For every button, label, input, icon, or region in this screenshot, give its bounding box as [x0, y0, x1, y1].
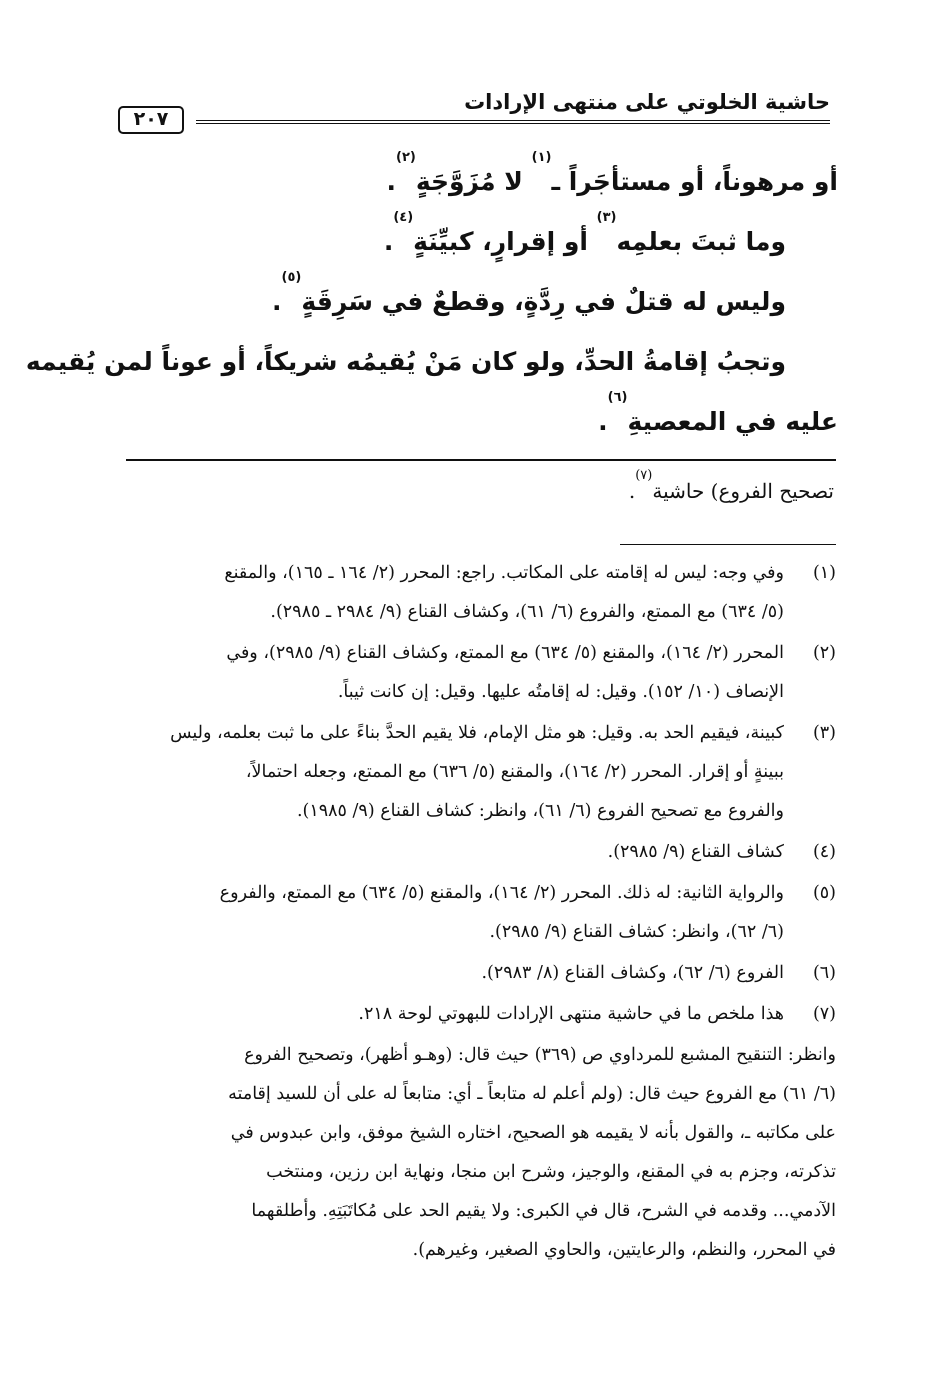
footnote-line: كشاف القناع (٩/ ٢٩٨٥). — [607, 842, 784, 862]
footnote-number: (٦) — [812, 963, 836, 983]
main-text — [25, 150, 838, 452]
footnote-line: (٦/ ٦١) مع الفروع حيث قال: (ولم أعلم له متابعاً ـ أي: متابعاً له على أن للسيد إقامته — [228, 1084, 836, 1104]
text-segment: . — [383, 227, 394, 256]
text-segment: أو إقرارٍ، كبيِّنَةٍ — [413, 227, 597, 256]
footnote — [120, 833, 836, 872]
footnote-line: وفي وجه: ليس له إقامته على المكاتب. راجع: المحرر (٢/ ١٦٤ ـ ١٦٥)، والمقنع — [224, 563, 784, 583]
header-double-rule — [196, 120, 830, 124]
main-line — [126, 272, 838, 332]
footnote-line: كبينة، فيقيم الحد به. وقيل: هو مثل الإمام، فلا يقيم الحدَّ بناءً على ما ثبت بعلمه، وليس — [170, 723, 784, 743]
footnote — [120, 634, 836, 712]
footnote — [120, 954, 836, 993]
footnote-line: تذكرته، وجزم به في المقنع، والوجيز، وشرح ابن منجا، ونهاية ابن رزين، ومنتخب — [266, 1162, 836, 1182]
text-segment: عليه في المعصيةِ — [627, 407, 838, 436]
footnote — [120, 714, 836, 831]
footnote-line: المحرر (٢/ ١٦٤)، والمقنع (٥/ ٦٣٤) مع الممتع، وكشاف القناع (٩/ ٢٩٨٥)، وفي — [226, 643, 784, 663]
footnote-number: (٤) — [812, 842, 836, 862]
footnote-line: الآدمي... وقدمه في الشرح، قال في الكبرى: ولا يقيم الحد على مُكاتَبَتِهِ. وأطلقهما — [251, 1201, 836, 1221]
footnote-ref[interactable]: (٥) — [281, 270, 302, 285]
text-segment: لا مُزَوَّجَةٍ — [415, 167, 532, 196]
footnote-line: (٥/ ٦٣٤) مع الممتع، والفروع (٦/ ٦١)، وكشاف القناع (٩/ ٢٩٨٤ ـ ٢٩٨٥). — [270, 602, 784, 622]
main-line — [126, 212, 838, 272]
text-segment: . — [628, 479, 636, 503]
footnote-ref[interactable]: (١) — [531, 150, 552, 165]
footnote — [120, 874, 836, 952]
page-header — [118, 88, 830, 132]
footnote-number: (٣) — [812, 723, 836, 743]
main-text-divider — [126, 459, 836, 461]
footnote-ref[interactable]: (٦) — [607, 390, 628, 405]
text-segment: . — [598, 407, 608, 436]
footnote-number: (٥) — [812, 883, 836, 903]
main-line — [126, 152, 838, 212]
footnote-line: الإنصاف (١٠/ ١٥٢). وقيل: له إقامتُه عليها. وقيل: إن كانت ثيباً. — [337, 682, 784, 702]
text-segment: . — [272, 287, 282, 316]
footnote-line: والفروع مع تصحيح الفروع (٦/ ٦١)، وانظر: كشاف القناع (٩/ ١٩٨٥). — [296, 801, 784, 821]
footnote-divider — [620, 544, 836, 545]
footnote-ref[interactable]: (٧) — [635, 468, 653, 483]
footnote-ref[interactable]: (٤) — [393, 210, 414, 225]
text-segment: تصحيح الفروع) حاشية — [652, 479, 834, 503]
footnote-number: (٢) — [812, 643, 836, 663]
footnote-7-continuation — [120, 1036, 836, 1270]
footnotes-section — [120, 554, 836, 1270]
footnote-ref[interactable]: (٣) — [596, 210, 617, 225]
footnote-line: ببينةٍ أو إقرار. المحرر (٢/ ١٦٤)، والمقنع (٥/ ٦٣٦) مع الممتع، وجعله احتمالاً، — [245, 762, 784, 782]
footnote-line: في المحرر، والنظم، والرعايتين، والحاوي الصغير، وغيرهم). — [412, 1240, 836, 1260]
page-number-box: ٢٠٧ — [118, 106, 184, 134]
running-title: حاشية الخلوتي على منتهى الإرادات — [464, 90, 830, 114]
text-segment: . — [386, 167, 396, 196]
footnote-number: (١) — [812, 563, 836, 583]
text-segment: أو مرهوناً، أو مستأجَراً ـ — [551, 167, 838, 196]
text-segment: وما ثبتَ بعلمِه — [616, 227, 786, 256]
footnote — [120, 995, 836, 1034]
footnote-line: والرواية الثانية: له ذلك. المحرر (٢/ ١٦٤)، والمقنع (٥/ ٦٣٤) مع الممتع، والفروع — [219, 883, 784, 903]
footnote-line: الفروع (٦/ ٦٢)، وكشاف القناع (٨/ ٢٩٨٣). — [481, 963, 784, 983]
footnote-line: وانظر: التنقيح المشبع للمرداوي ص (٣٦٩) حيث قال: (وهـو أظهر)، وتصحيح الفروع — [244, 1045, 836, 1065]
previous-footnote-continuation — [629, 470, 834, 512]
text-segment: وليس له قتلٌ في رِدَّةٍ، وقطعٌ في سَرِقَةٍ — [301, 287, 786, 316]
footnote — [120, 554, 836, 632]
main-line — [126, 392, 838, 452]
footnote-number: (٧) — [812, 1004, 836, 1024]
footnote-line: هذا ملخص ما في حاشية منتهى الإرادات للبهوتي لوحة ٢١٨. — [358, 1004, 784, 1024]
footnote-ref[interactable]: (٢) — [395, 150, 416, 165]
footnote-line: على مكاتبه ـ، والقول بأنه لا يقيمه هو الصحيح، اختاره الشيخ موفق، وابن عبدوس في — [230, 1123, 836, 1143]
footnote-line: (٦/ ٦٢)، وانظر: كشاف القناع (٩/ ٢٩٨٥). — [489, 922, 784, 942]
main-line — [25, 332, 838, 392]
text-segment: وتجبُ إقامةُ الحدِّ، ولو كان مَنْ يُقيمُه شريكاً، أو عوناً لمن يُقيمه — [25, 347, 786, 376]
